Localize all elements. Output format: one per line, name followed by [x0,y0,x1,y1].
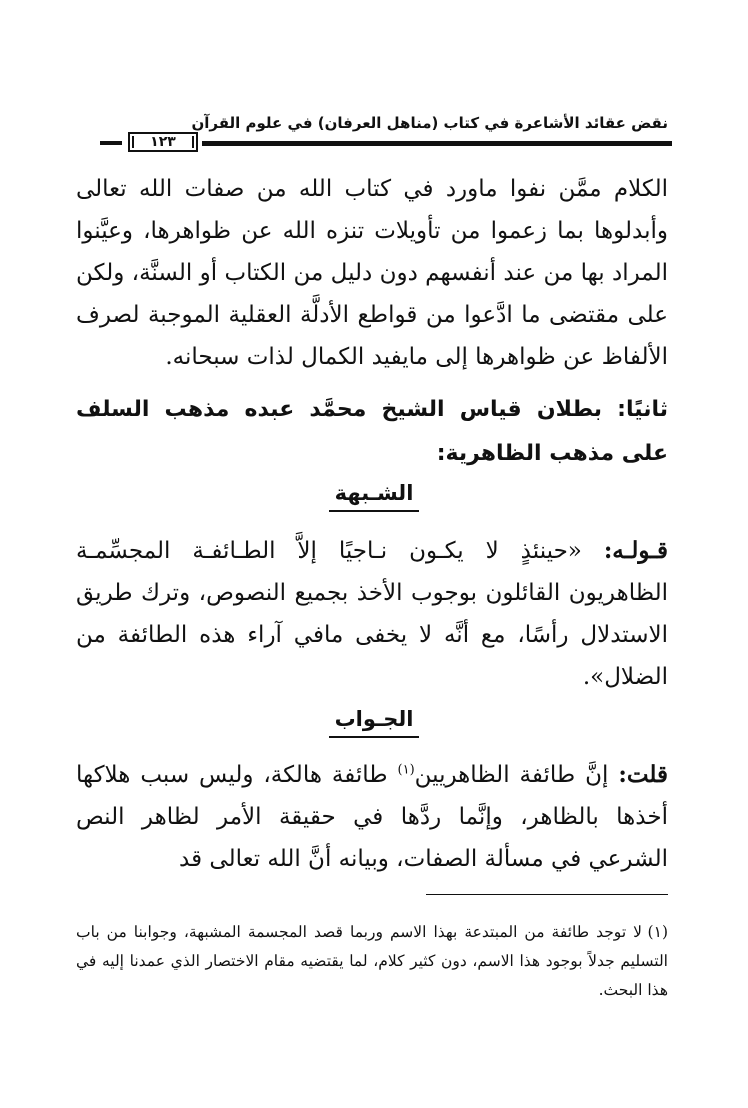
intro-paragraph: الكلام ممَّن نفوا ماورد في كتاب الله من صفات الله تعالى وأبدلوها بما زعموا من تأويلات تنزه الله عن ظواهرها، وعيَّنوا المراد بها من عند أنفسهم دون دليل من الكتاب أو السنَّة، ولكن على مقتضى ما ادَّعوا من قواطع الأدلَّة العقلية الموجبة لصرف الألفاظ عن ظواهرها إلى مايفيد الكمال لذات سبحانه. [76,176,668,370]
footnote-text: لا توجد طائفة من المبتدعة بهذا الاسم وربما قصد المجسمة المشبهة، وجوابنا من باب التسليم جدلاً بوجود هذا الاسم، دون كثير كلام، لما يقتضيه مقام الاختصار الذي عمدنا إليه في هذا البحث. [76,923,668,999]
shubha-lead: قـولـه: [603,537,668,564]
footnote [76,918,668,1005]
jawab-lead: قلت: [618,761,669,788]
footnote-separator [426,894,668,895]
intro-paragraph-block [76,168,668,378]
jawab-title: الجـواب [329,704,420,738]
jawab-paragraph [76,754,668,880]
shubha-paragraph [76,530,668,698]
shubha-block [76,530,668,698]
jawab-title-block [80,704,668,738]
shubha-text: «حينئذٍ لا يكـون نـاجيًا إلاَّ الطـائفـة المجسِّمـة الظاهريون القائلون بوجوب الأخذ بجميع النصوص، وترك طريق الاستدلال رأسًا، مع أنَّه لا يخفى مافي آراء هذه الطائفة من الضلال». [76,538,668,690]
section-heading: ثانيًا: بطلان قياس الشيخ محمَّد عبده مذهب السلف على مذهب الظاهرية: [76,397,668,466]
jawab-text-after: طائفة هالكة، وليس سبب هلاكها أخذها بالظاهر، وإنَّما ردَّها في حقيقة الأمر لظاهر النص الشرعي في مسألة الصفات، وبيانه أنَّ الله تعالى قد [76,762,668,872]
jawab-block [76,754,668,880]
header-rule [100,132,672,154]
page-number: ١٢٣ [128,132,198,152]
jawab-text-before: إنَّ طائفة الظاهريين [414,762,609,788]
shubha-title-block [80,478,668,512]
section-heading-block [76,388,668,476]
shubha-title: الشـبهة [329,478,420,512]
header-rule-line [202,141,672,146]
running-title: نقض عقائد الأشاعرة في كتاب (مناهل العرفان) في علوم القرآن [191,114,668,132]
footnote-reference[interactable]: (١) [397,762,415,778]
header-rule-end [100,141,122,145]
footnote-number: (١) [647,923,668,941]
